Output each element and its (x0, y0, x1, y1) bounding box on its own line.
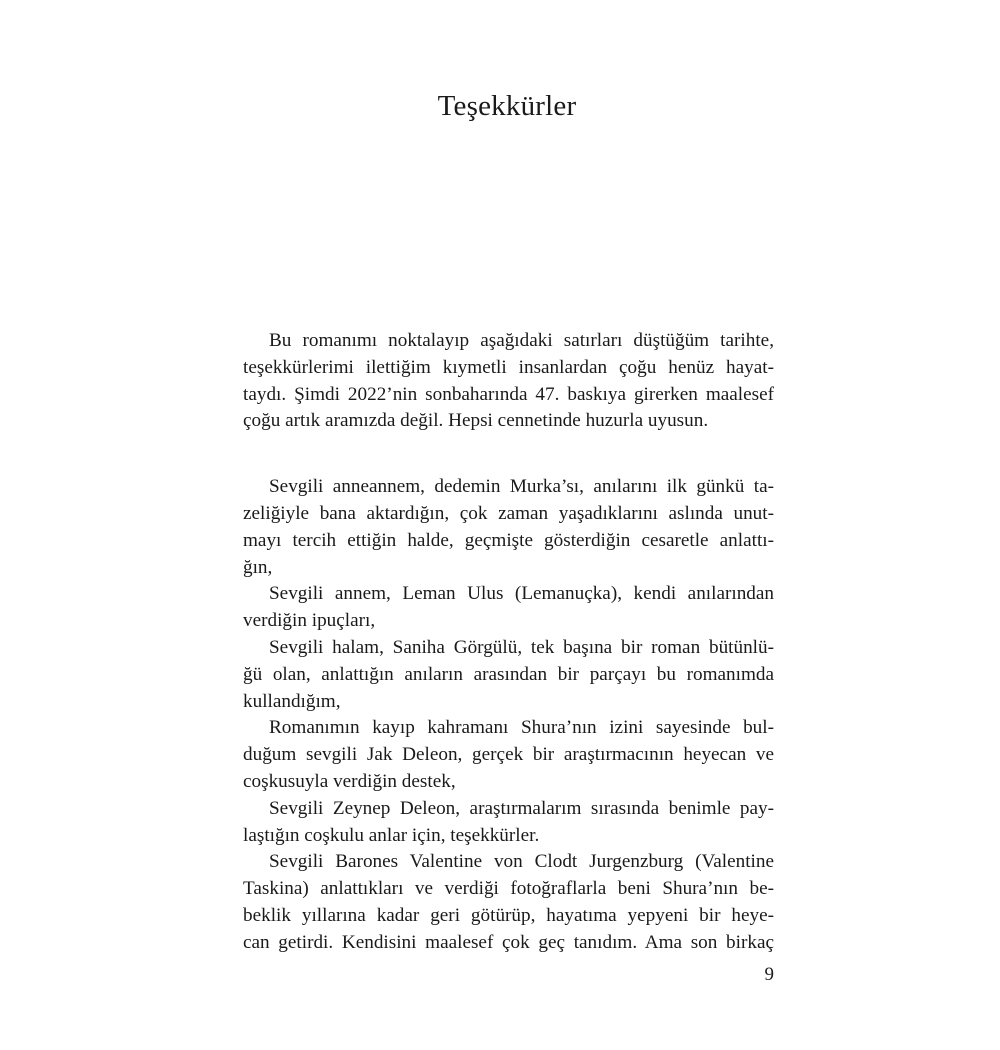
paragraph-valentine (243, 849, 774, 956)
body-text (243, 328, 774, 957)
text-line: Sevgili anneannem, dedemin Murka’sı, anılarını ilk günkü ta- (269, 476, 774, 498)
text-line: taydı. Şimdi 2022’nin sonbaharında 47. baskıya girerken maalesef (243, 383, 774, 405)
text-line: Sevgili Barones Valentine von Clodt Jurgenzburg (Valentine (269, 851, 774, 873)
text-line: verdiğin ipuçları, (243, 610, 376, 632)
paragraph-opening (243, 328, 774, 435)
text-line: Sevgili annem, Leman Ulus (Lemanuçka), kendi anılarından (269, 583, 774, 605)
text-line: duğum sevgili Jak Deleon, gerçek bir araştırmacının heyecan ve (243, 744, 774, 766)
text-line: Taskina) anlattıkları ve verdiği fotoğraflarla beni Shura’nın be- (243, 878, 774, 900)
text-line: Bu romanımı noktalayıp aşağıdaki satırları düştüğüm tarihte, (269, 330, 774, 351)
text-line: Sevgili halam, Saniha Görgülü, tek başına bir roman bütünlü- (269, 636, 774, 658)
text-line: laştığın coşkulu anlar için, teşekkürler. (243, 824, 540, 846)
paragraph-jak-deleon (243, 715, 774, 795)
text-line: coşkusuyla verdiğin destek, (243, 770, 456, 792)
text-line: mayı tercih ettiğin halde, geçmişte gösterdiğin cesaretle anlattı- (243, 529, 774, 551)
text-line: çoğu artık aramızda değil. Hepsi cennetinde huzurla uyusun. (243, 410, 709, 432)
chapter-title: Teşekkürler (437, 90, 577, 122)
text-line: ğü olan, anlattığın anıların arasından bir parçayı bu romanımda (243, 663, 774, 685)
text-line: teşekkürlerimi ilettiğim kıymetli insanlardan çoğu henüz hayat- (243, 356, 774, 378)
text-line: kullandığım, (243, 690, 341, 712)
text-line: zeliğiyle bana aktardığın, çok zaman yaşadıklarını aslında unut- (243, 502, 774, 524)
page-number: 9 (764, 964, 774, 985)
text-line: Sevgili Zeynep Deleon, araştırmalarım sırasında benimle pay- (269, 797, 774, 819)
text-line: can getirdi. Kendisini maalesef çok geç tanıdım. Ama son birkaç (243, 931, 774, 953)
paragraph-anneanne (243, 474, 774, 581)
paragraph-zeynep-deleon (243, 796, 774, 850)
paragraph-annem (243, 581, 774, 635)
paragraph-gap (243, 435, 774, 474)
text-line: ğın, (243, 556, 273, 578)
paragraph-halam (243, 635, 774, 715)
text-line: beklik yıllarına kadar geri götürüp, hayatıma yepyeni bir heye- (243, 904, 774, 926)
text-line: Romanımın kayıp kahramanı Shura’nın izini sayesinde bul- (269, 717, 774, 739)
